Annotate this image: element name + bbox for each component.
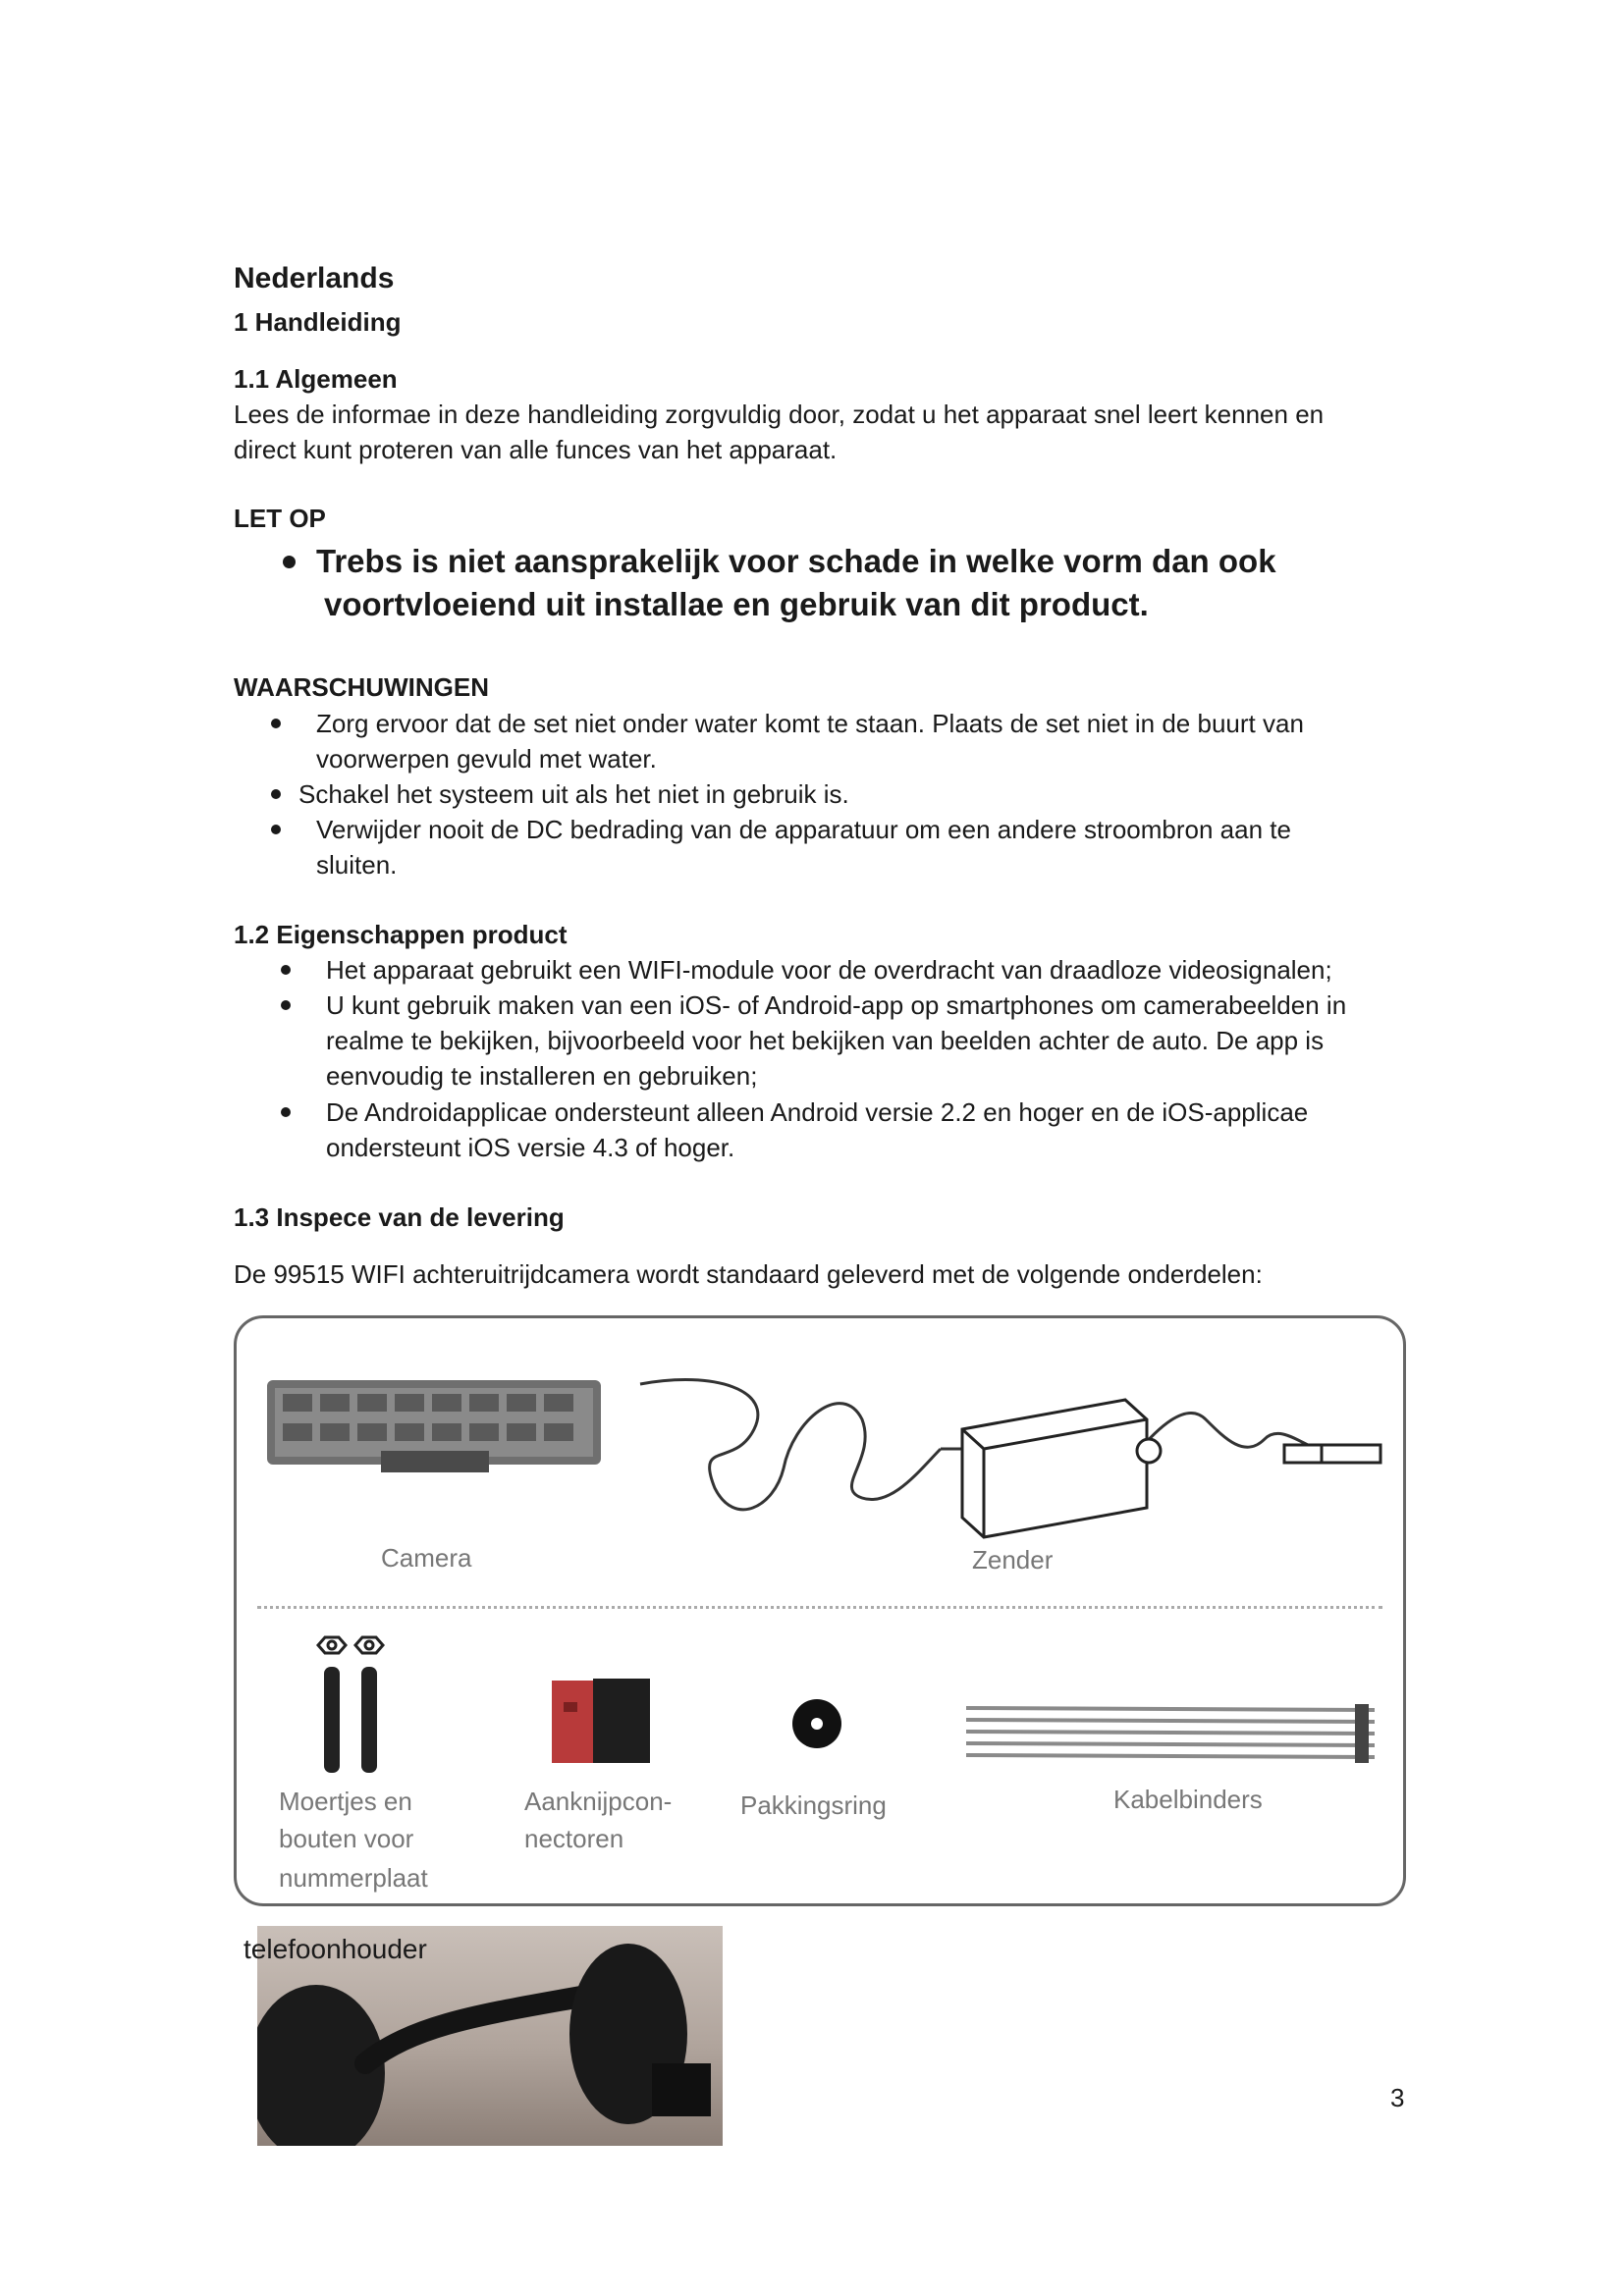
part-label-moertjes: nummerplaat bbox=[279, 1863, 428, 1893]
cable-ties-illustration bbox=[962, 1702, 1380, 1767]
section-1-3-title: 1.3 Inspece van de levering bbox=[234, 1202, 565, 1232]
property-text-line: eenvoudig te installeren en gebruiken; bbox=[326, 1061, 758, 1091]
divider bbox=[257, 1606, 1382, 1609]
bullet bbox=[271, 719, 281, 728]
page-number: 3 bbox=[1390, 2083, 1405, 2112]
property-text-line: De Androidapplicae ondersteunt alleen Android versie 2.2 en hoger en de iOS-applicae bbox=[326, 1097, 1309, 1127]
warnings-heading: WAARSCHUWINGEN bbox=[234, 672, 489, 702]
chapter-title: 1 Handleiding bbox=[234, 307, 402, 337]
section-1-2-title: 1.2 Eigenschappen product bbox=[234, 920, 568, 949]
section-1-1-title: 1.1 Algemeen bbox=[234, 364, 398, 394]
bullet bbox=[283, 556, 296, 568]
part-label-aanknijpconnectoren: Aanknijpcon- bbox=[524, 1787, 673, 1816]
warning-text-line: Verwijder nooit de DC bedrading van de apparatuur om een andere stroombron aan te bbox=[316, 815, 1291, 844]
part-label-aanknijpconnectoren: nectoren bbox=[524, 1824, 624, 1853]
warning-text-line: voorwerpen gevuld met water. bbox=[316, 744, 657, 774]
bullet bbox=[281, 1000, 291, 1010]
warning-text-line: Schakel het systeem uit als het niet in gebruik is. bbox=[298, 779, 849, 809]
part-label-zender: Zender bbox=[972, 1545, 1054, 1575]
property-text-line: U kunt gebruik maken van een iOS- of Android-app op smartphones om camerabeelden in bbox=[326, 990, 1347, 1020]
property-text-line: realme te bekijken, bijvoorbeeld voor het bekijken van beelden achter de auto. De app is bbox=[326, 1026, 1325, 1055]
part-label-moertjes: bouten voor bbox=[279, 1824, 414, 1853]
bullet bbox=[281, 1107, 291, 1117]
photo-label: telefoonhouder bbox=[244, 1934, 427, 1964]
letop-text-line: voortvloeiend uit installae en gebruik van dit product. bbox=[324, 586, 1149, 622]
bullet bbox=[281, 965, 291, 975]
gasket-illustration bbox=[789, 1696, 844, 1751]
property-text-line: ondersteunt iOS versie 4.3 of hoger. bbox=[326, 1133, 735, 1162]
part-label-pakkingsring: Pakkingsring bbox=[740, 1790, 887, 1820]
bolts-illustration bbox=[312, 1633, 389, 1777]
part-label-kabelbinders: Kabelbinders bbox=[1113, 1785, 1263, 1814]
language-heading: Nederlands bbox=[234, 262, 395, 294]
section-1-3-intro: De 99515 WIFI achteruitrijdcamera wordt standaard geleverd met de volgende onderdelen: bbox=[234, 1259, 1263, 1289]
section-1-1-text-line: direct kunt proteren van alle funces van het apparaat. bbox=[234, 435, 838, 464]
transmitter-illustration bbox=[636, 1361, 1394, 1547]
bullet bbox=[271, 789, 281, 799]
warning-text-line: sluiten. bbox=[316, 850, 398, 880]
part-label-camera: Camera bbox=[381, 1543, 472, 1573]
section-1-1-text-line: Lees de informae in deze handleiding zorgvuldig door, zodat u het apparaat snel leert kennen en bbox=[234, 400, 1325, 429]
letop-text-line: Trebs is niet aansprakelijk voor schade in welke vorm dan ook bbox=[316, 543, 1276, 579]
bullet bbox=[271, 825, 281, 834]
letop-heading: LET OP bbox=[234, 504, 326, 533]
part-label-moertjes: Moertjes en bbox=[279, 1787, 412, 1816]
connectors-illustration bbox=[550, 1677, 652, 1767]
property-text-line: Het apparaat gebruikt een WIFI-module voor de overdracht van draadloze videosignalen; bbox=[326, 955, 1332, 985]
warning-text-line: Zorg ervoor dat de set niet onder water komt te staan. Plaats de set niet in de buurt van bbox=[316, 709, 1304, 738]
camera-illustration bbox=[263, 1372, 605, 1480]
